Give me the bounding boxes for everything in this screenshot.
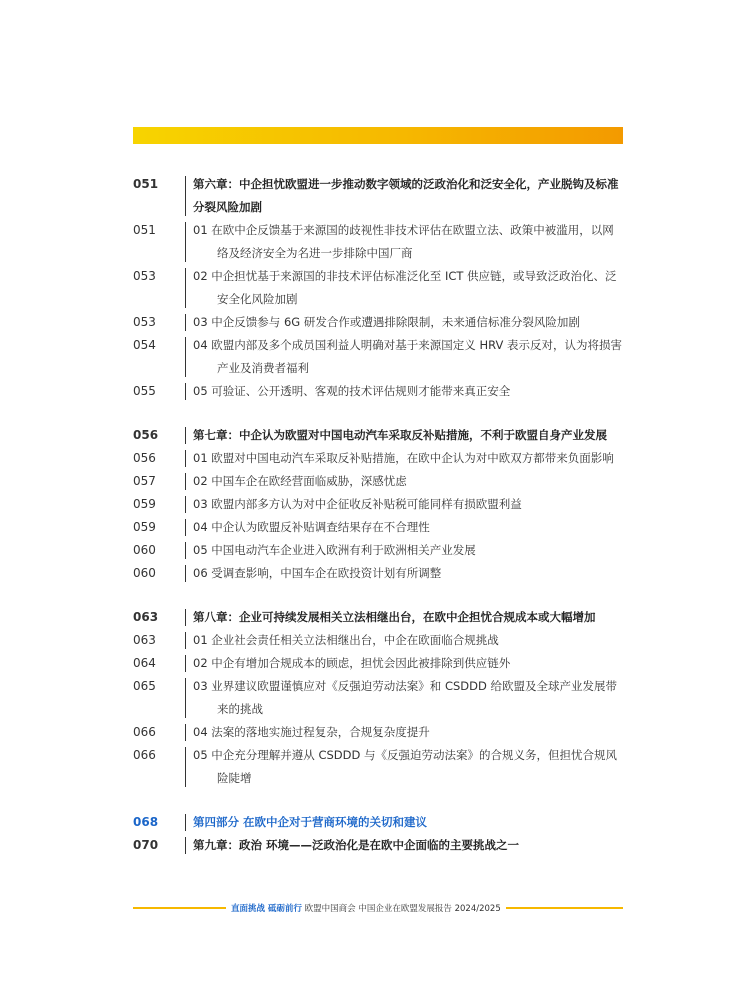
footer-report: 中国企业在欧盟发展报告 2024/2025 xyxy=(358,904,501,914)
toc-divider xyxy=(185,609,186,626)
toc-title: 第四部分 在欧中企对于营商环境的关切和建议 xyxy=(193,815,428,829)
footer-text xyxy=(226,902,506,914)
toc-divider xyxy=(185,837,186,854)
footer-slogan: 直面挑战 砥砺前行 xyxy=(231,904,302,914)
toc-title: 06 受调查影响，中国车企在欧投资计划有所调整 xyxy=(193,566,442,580)
toc-divider xyxy=(185,724,186,741)
section-gap xyxy=(133,585,625,606)
page-footer xyxy=(133,899,623,917)
toc-chapter[interactable] xyxy=(133,173,625,219)
toc-page-number: 057 xyxy=(133,474,156,488)
toc-item[interactable] xyxy=(133,562,625,585)
toc-item[interactable] xyxy=(133,380,625,403)
toc-item[interactable] xyxy=(133,675,625,721)
toc-title: 01 欧盟对中国电动汽车采取反补贴措施，在欧中企认为对中欧双方都带来负面影响 xyxy=(193,451,614,465)
toc-page-number: 063 xyxy=(133,610,159,624)
toc-item[interactable] xyxy=(133,629,625,652)
toc-divider xyxy=(185,268,186,308)
toc-title: 03 欧盟内部多方认为对中企征收反补贴税可能同样有损欧盟利益 xyxy=(193,497,522,511)
toc-title: 第九章：政治 环境——泛政治化是在欧中企面临的主要挑战之一 xyxy=(193,838,520,852)
toc-page-number: 053 xyxy=(133,315,156,329)
toc-divider xyxy=(185,632,186,649)
toc-title: 01 在欧中企反馈基于来源国的歧视性非技术评估在欧盟立法、政策中被滥用，以网络及经济安全为名进一步排除中国厂商 xyxy=(193,223,614,260)
toc-title: 02 中国车企在欧经营面临威胁，深感忧虑 xyxy=(193,474,407,488)
toc-divider xyxy=(185,337,186,377)
toc-page-number: 070 xyxy=(133,838,159,852)
toc-divider xyxy=(185,565,186,582)
section-gap xyxy=(133,403,625,424)
toc-page-number: 066 xyxy=(133,748,156,762)
toc-title: 02 中企担忧基于来源国的非技术评估标准泛化至 ICT 供应链，或导致泛政治化、泛安全化风险加剧 xyxy=(193,269,617,306)
header-accent-bar xyxy=(133,127,623,144)
toc-divider xyxy=(185,519,186,536)
toc-item[interactable] xyxy=(133,652,625,675)
toc-divider xyxy=(185,496,186,513)
toc-page-number: 060 xyxy=(133,543,156,557)
toc-page-number: 068 xyxy=(133,815,159,829)
toc-page-number: 056 xyxy=(133,428,159,442)
toc-page-number: 054 xyxy=(133,338,156,352)
toc-chapter[interactable] xyxy=(133,606,625,629)
toc-divider xyxy=(185,383,186,400)
toc-item[interactable] xyxy=(133,539,625,562)
toc-item[interactable] xyxy=(133,447,625,470)
toc-item[interactable] xyxy=(133,470,625,493)
toc-divider xyxy=(185,473,186,490)
toc-item[interactable] xyxy=(133,721,625,744)
toc-item[interactable] xyxy=(133,311,625,334)
toc-item[interactable] xyxy=(133,516,625,539)
toc-divider xyxy=(185,814,186,831)
toc-divider xyxy=(185,427,186,444)
toc-page-number: 055 xyxy=(133,384,156,398)
toc-page-number: 066 xyxy=(133,725,156,739)
toc-title: 05 可验证、公开透明、客观的技术评估规则才能带来真正安全 xyxy=(193,384,511,398)
toc-page-number: 059 xyxy=(133,520,156,534)
toc-divider xyxy=(185,222,186,262)
toc-item[interactable] xyxy=(133,493,625,516)
toc-title: 04 法案的落地实施过程复杂，合规复杂度提升 xyxy=(193,725,430,739)
toc-page-number: 056 xyxy=(133,451,156,465)
toc-title: 05 中企充分理解并遵从 CSDDD 与《反强迫劳动法案》的合规义务，但担忧合规风险陡增 xyxy=(193,748,617,785)
toc-title: 04 欧盟内部及多个成员国利益人明确对基于来源国定义 HRV 表示反对，认为将损害产业及消费者福利 xyxy=(193,338,622,375)
toc-chapter[interactable] xyxy=(133,834,625,857)
toc-divider xyxy=(185,314,186,331)
toc-page-number: 059 xyxy=(133,497,156,511)
toc-item[interactable] xyxy=(133,219,625,265)
toc-title: 05 中国电动汽车企业进入欧洲有利于欧洲相关产业发展 xyxy=(193,543,476,557)
toc-page-number: 051 xyxy=(133,223,156,237)
toc-page-number: 060 xyxy=(133,566,156,580)
toc-title: 第六章：中企担忧欧盟进一步推动数字领域的泛政治化和泛安全化，产业脱钩及标准分裂风险加剧 xyxy=(193,177,619,214)
toc-divider xyxy=(185,655,186,672)
toc-divider xyxy=(185,450,186,467)
toc-page-number: 063 xyxy=(133,633,156,647)
toc-item[interactable] xyxy=(133,265,625,311)
toc-divider xyxy=(185,176,186,216)
toc-page-number: 064 xyxy=(133,656,156,670)
toc-part[interactable] xyxy=(133,811,625,834)
footer-rule-left xyxy=(133,907,226,909)
footer-org: 欧盟中国商会 xyxy=(304,904,356,914)
toc-page-number: 051 xyxy=(133,177,159,191)
toc-title: 第八章：企业可持续发展相关立法相继出台，在欧中企担忧合规成本或大幅增加 xyxy=(193,610,596,624)
toc-divider xyxy=(185,678,186,718)
toc-divider xyxy=(185,747,186,787)
table-of-contents xyxy=(133,173,625,857)
toc-page-number: 065 xyxy=(133,679,156,693)
toc-item[interactable] xyxy=(133,744,625,790)
section-gap xyxy=(133,790,625,811)
footer-rule-right xyxy=(506,907,623,909)
toc-page-number: 053 xyxy=(133,269,156,283)
toc-title: 04 中企认为欧盟反补贴调查结果存在不合理性 xyxy=(193,520,430,534)
toc-divider xyxy=(185,542,186,559)
toc-title: 03 业界建议欧盟谨慎应对《反强迫劳动法案》和 CSDDD 给欧盟及全球产业发展带来的挑战 xyxy=(193,679,617,716)
toc-title: 03 中企反馈参与 6G 研发合作或遭遇排除限制，未来通信标准分裂风险加剧 xyxy=(193,315,580,329)
toc-title: 第七章：中企认为欧盟对中国电动汽车采取反补贴措施，不利于欧盟自身产业发展 xyxy=(193,428,607,442)
toc-item[interactable] xyxy=(133,334,625,380)
toc-chapter[interactable] xyxy=(133,424,625,447)
toc-title: 02 中企有增加合规成本的顾虑，担忧会因此被排除到供应链外 xyxy=(193,656,511,670)
toc-title: 01 企业社会责任相关立法相继出台，中企在欧面临合规挑战 xyxy=(193,633,499,647)
